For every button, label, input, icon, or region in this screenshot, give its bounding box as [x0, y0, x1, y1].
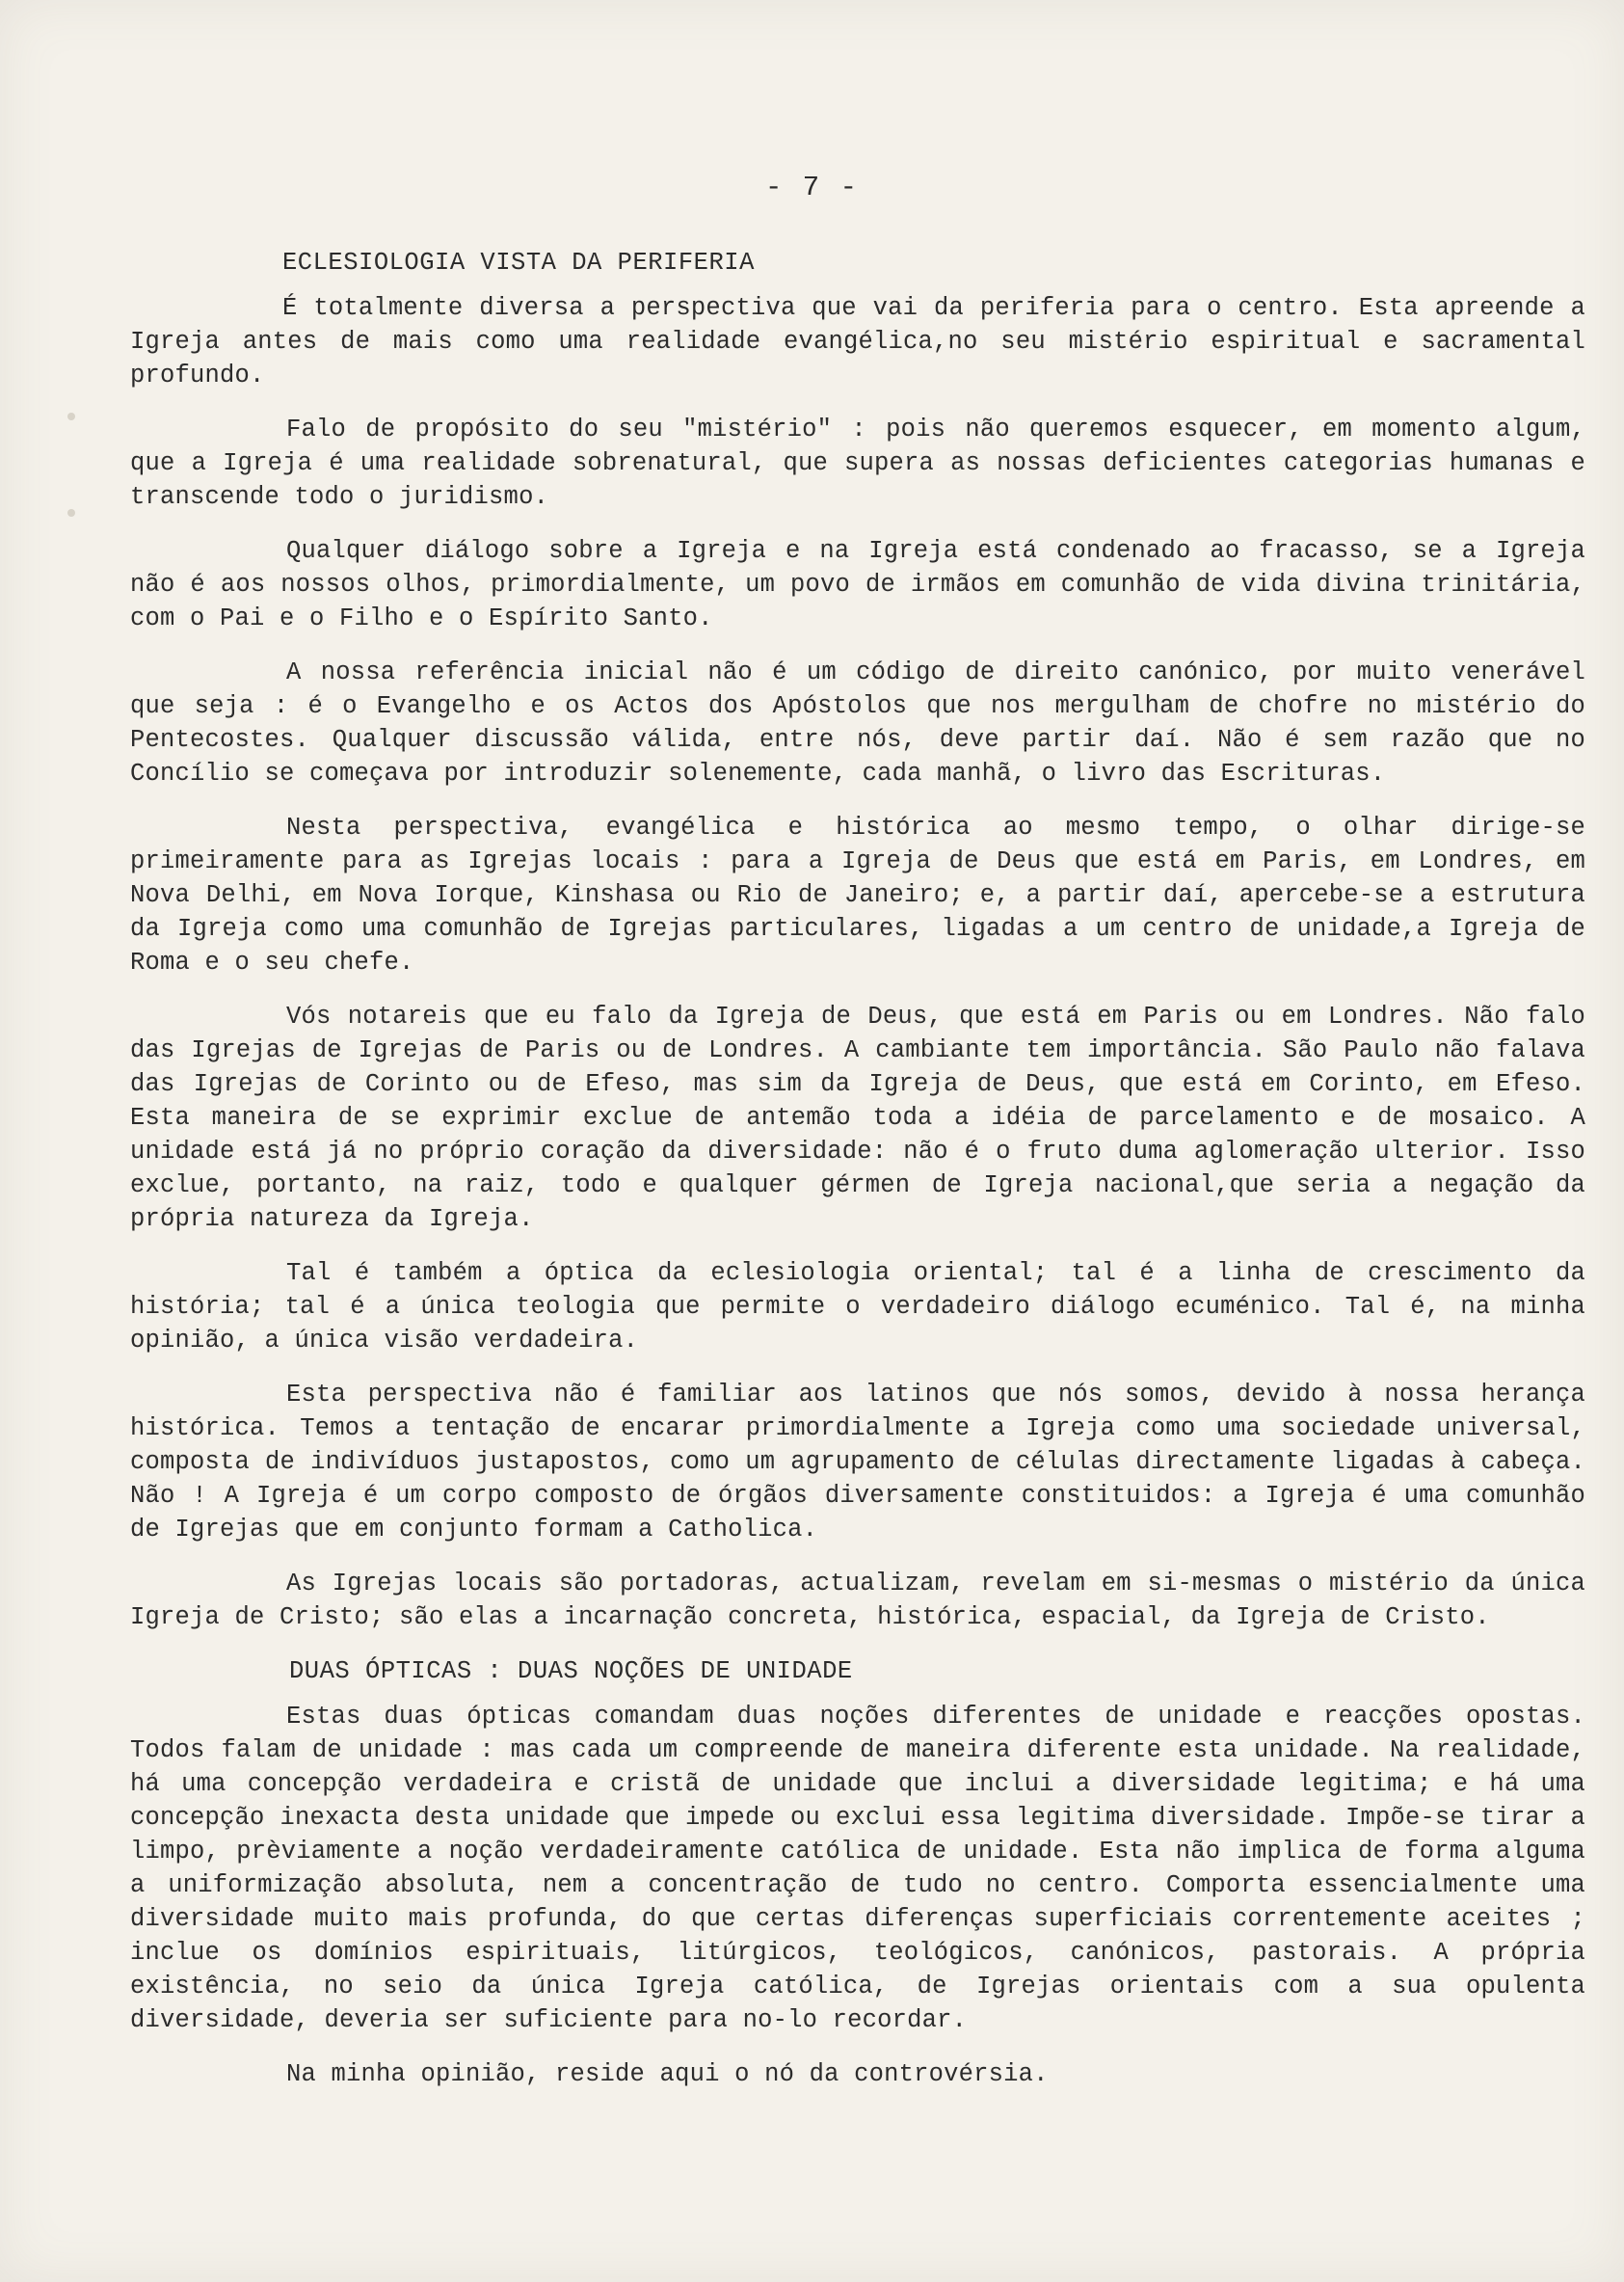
document-body: [130, 246, 1585, 2111]
paragraph: Nesta perspectiva, evangélica e histórica ao mesmo tempo, o olhar dirige-se primeiramente para as Igrejas locais : para a Igreja de Deus que está em Paris, em Londres, em Nova Delhi, em Nova Iorque, Kinshasa ou Rio de Janeiro; e, a partir daí, apercebe-se a estrutura da Igreja como uma comunhão de Igrejas particulares, ligadas a um centro de unidade,a Igreja de Roma e o seu chefe.: [130, 814, 1585, 977]
paragraph: As Igrejas locais são portadoras, actualizam, revelam em si-mesmas o mistério da única Igreja de Cristo; são elas a incarnação concreta, histórica, espacial, da Igreja de Cristo.: [130, 1570, 1585, 1631]
paragraph: Na minha opinião, reside aqui o nó da controvérsia.: [286, 2060, 1049, 2088]
punch-hole: [67, 509, 75, 517]
page-number: - 7 -: [764, 172, 859, 203]
punch-hole: [67, 413, 75, 420]
paragraph: A nossa referência inicial não é um código de direito canónico, por muito venerável que seja : é o Evangelho e os Actos dos Apóstolos que nos mergulham de chofre no mistério do Pentecostes. Qualquer discussão válida, entre nós, deve partir daí. Não é sem razão que no Concílio se começava por introduzir solenemente, cada manhã, o livro das Escrituras.: [130, 658, 1585, 788]
paragraph: Tal é também a óptica da eclesiologia oriental; tal é a linha de crescimento da história; tal é a única teologia que permite o verdadeiro diálogo ecuménico. Tal é, na minha opinião, a única visão verdadeira.: [130, 1259, 1585, 1355]
section-heading: DUAS ÓPTICAS : DUAS NOÇÕES DE UNIDADE: [289, 1657, 853, 1685]
paragraph: Vós notareis que eu falo da Igreja de Deus, que está em Paris ou em Londres. Não falo das Igrejas de Igrejas de Paris ou de Londres. A cambiante tem importância. São Paulo não falava das Igrejas de Corinto ou de Efeso, mas sim da Igreja de Deus, que está em Corinto, em Efeso. Esta maneira de se exprimir exclue de antemão toda a idéia de parcelamento e de mosaico. A unidade está já no próprio coração da diversidade: não é o fruto duma aglomeração ulterior. Isso exclue, portanto, na raiz, todo e qualquer gérmen de Igreja nacional,que seria a negação da própria natureza da Igreja.: [130, 1003, 1585, 1233]
paragraph: Esta perspectiva não é familiar aos latinos que nós somos, devido à nossa herança histórica. Temos a tentação de encarar primordialmente a Igreja como uma sociedade universal, composta de indivíduos justapostos, como um agrupamento de células directamente ligadas à cabeça. Não ! A Igreja é um corpo composto de órgãos diversamente constituidos: a Igreja é uma comunhão de Igrejas que em conjunto formam a Catholica.: [130, 1381, 1585, 1544]
section-heading: ECLESIOLOGIA VISTA DA PERIFERIA: [282, 249, 755, 277]
paragraph: Estas duas ópticas comandam duas noções diferentes de unidade e reacções opostas. Todos falam de unidade : mas cada um compreende de maneira diferente esta unidade. Na realidade, há uma concepção verdadeira e cristã de unidade que inclui a diversidade legitima; e há uma concepção inexacta desta unidade que impede ou exclui essa legitima diversidade. Impõe-se tirar a limpo, prèviamente a noção verdadeiramente católica de unidade. Esta não implica de forma alguma a uniformização absoluta, nem a concentração de tudo no centro. Comporta essencialmente uma diversidade muito mais profunda, do que certas diferenças superficiais correntemente aceites ; inclue os domínios espirituais, litúrgicos, teológicos, canónicos, pastorais. A própria existência, no seio da única Igreja católica, de Igrejas orientais com a sua opulenta diversidade, deveria ser suficiente para no-lo recordar.: [130, 1703, 1585, 2034]
paragraph: Falo de propósito do seu "mistério" : pois não queremos esquecer, em momento algum, que a Igreja é uma realidade sobrenatural, que supera as nossas deficientes categorias humanas e transcende todo o juridismo.: [130, 416, 1585, 511]
paragraph: Qualquer diálogo sobre a Igreja e na Igreja está condenado ao fracasso, se a Igreja não é aos nossos olhos, primordialmente, um povo de irmãos em comunhão de vida divina trinitária, com o Pai e o Filho e o Espírito Santo.: [130, 537, 1585, 632]
paragraph: É totalmente diversa a perspectiva que vai da periferia para o centro. Esta apreende a Igreja antes de mais como uma realidade evangélica,no seu mistério espiritual e sacramental profundo.: [130, 294, 1585, 389]
